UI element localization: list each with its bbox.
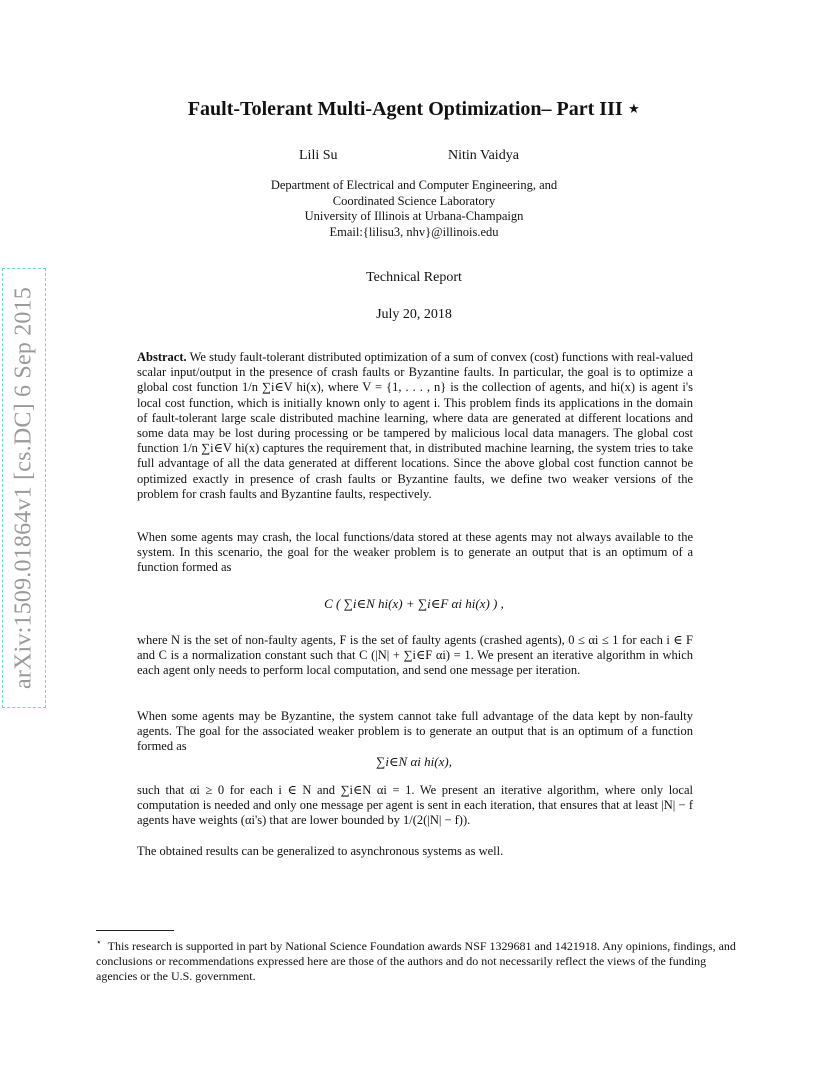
footnote: [96, 935, 736, 984]
equation-byzantine: ∑i∈N αi hi(x),: [376, 754, 452, 769]
paper-date: July 20, 2018: [376, 307, 452, 322]
affiliation-email: Email:{lilisu3, nhv}@illinois.edu: [329, 224, 499, 239]
abstract-label: Abstract.: [137, 350, 187, 364]
author-name: Lili Su: [299, 148, 338, 163]
arxiv-stamp-text: arXiv:1509.01864v1 [cs.DC] 6 Sep 2015: [10, 286, 37, 690]
body-paragraph-crash-def: where N is the set of non-faulty agents, F is the set of faulty agents (crashed agents), 0 ≤ αi ≤ 1 for each i ∈ F and C is a normalization constant such that C (|N| + ∑i∈F αi) = 1. We present an iterative algorithm in which each agent only needs to perform local computation, and send one message per iteration.: [137, 633, 693, 678]
affiliation-block: [0, 178, 828, 240]
body-paragraph-byzantine-def: such that αi ≥ 0 for each i ∈ N and ∑i∈N αi = 1. We present an iterative algorithm, where only local computation is needed and only one message per agent is sent in each iteration, that ensures that at least |N| − f agents have weights (αi's) that are lower bounded by 1/(2(|N| − f)).: [137, 783, 693, 828]
affiliation-line: Department of Electrical and Computer Engineering, and: [270, 178, 558, 192]
author-list: [0, 148, 828, 168]
equation-crash: C ( ∑i∈N hi(x) + ∑i∈F αi hi(x) ) ,: [324, 596, 504, 611]
paper-title: Fault-Tolerant Multi-Agent Optimization– Part III ⋆: [187, 98, 641, 120]
body-paragraph-byzantine: When some agents may be Byzantine, the system cannot take full advantage of the data kept by non-faulty agents. The goal for the associated weaker problem is to generate an output that is an optimum of a function formed as: [137, 709, 693, 754]
footnote-text: This research is supported in part by National Science Foundation awards NSF 1329681 and 1421918. Any opinions, findings, and conclusions or recommendations expressed here are those of the authors and do not necessarily reflect the views of the funding agencies or the U.S. government.: [96, 939, 736, 983]
affiliation-line: University of Illinois at Urbana-Champaign: [304, 209, 524, 223]
body-paragraph-crash: When some agents may crash, the local functions/data stored at these agents may not always available to the system. In this scenario, the goal for the weaker problem is to generate an output that is an optimum of a function formed as: [137, 530, 693, 575]
body-paragraph-async: The obtained results can be generalized to asynchronous systems as well.: [137, 844, 504, 858]
footnote-mark: ⋆: [96, 937, 102, 947]
abstract-text: We study fault-tolerant distributed optimization of a sum of convex (cost) functions with real-valued scalar input/output in the presence of crash faults or Byzantine faults. In particular, the goal is to optimize a global cost function 1/n ∑i∈V hi(x), where V = {1, . . . , n} is the collection of agents, and hi(x) is agent i's local cost function, which is initially known only to agent i. This problem finds its applications in the domain of fault-tolerant large scale distributed machine learning, where data are generated at different locations and some data may be lost during processing or be tampered by malicious local data managers. The global cost function 1/n ∑i∈V hi(x) captures the requirement that, in distributed machine learning, the system tries to take full advantage of all the data generated at different locations. Since the above global cost function cannot be optimized exactly in presence of crash faults or Byzantine faults, we define two weaker versions of the problem for crash faults and Byzantine faults, respectively.: [137, 350, 693, 501]
arxiv-stamp: [2, 268, 46, 708]
affiliation-line: Coordinated Science Laboratory: [332, 193, 496, 208]
author-name: Nitin Vaidya: [448, 148, 519, 163]
footnote-rule: [96, 930, 174, 931]
report-type: Technical Report: [366, 270, 462, 285]
abstract-paragraph: [137, 350, 693, 502]
